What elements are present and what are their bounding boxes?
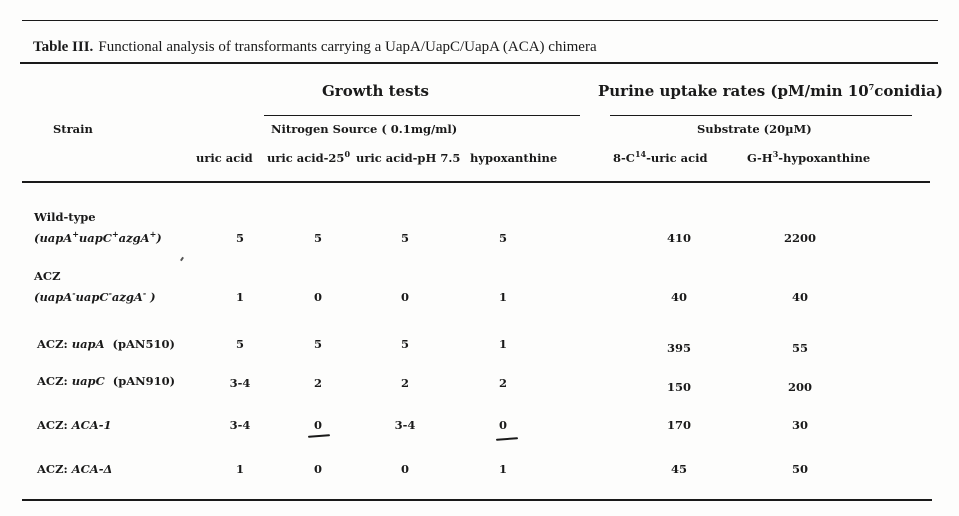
- caption-label: Table III.: [33, 39, 94, 55]
- table-cell-hypoxanthine: 0: [498, 418, 508, 432]
- strain-acz-aca-delta-prefix: ACZ:: [37, 462, 72, 476]
- wild-type-genotype-text: (uapA+uapC+azgA+): [34, 229, 162, 245]
- table-cell-c14-uric-acid: 40: [670, 290, 688, 304]
- table-cell-uric-acid-25: 0: [313, 290, 323, 304]
- table-cell-uric-acid: 5: [235, 337, 245, 351]
- table-cell-c14-uric-acid: 45: [670, 462, 688, 476]
- caption-text: Functional analysis of transformants carrying a UapA/UapC/UapA (ACA) chimera: [98, 39, 597, 55]
- table-cell-uric-acid-ph: 2: [400, 376, 410, 390]
- col-c14-prefix: 8-C: [613, 151, 635, 165]
- col-c14-uric-acid: [613, 149, 708, 165]
- substrate-header: Substrate (20µM): [697, 122, 812, 136]
- table-cell-h3-hypoxanthine: 200: [787, 380, 813, 394]
- table-cell-hypoxanthine: 2: [498, 376, 508, 390]
- col-uric-acid-25-text: uric acid-25: [267, 151, 345, 165]
- table-cell-uric-acid: 1: [235, 290, 245, 304]
- bottom-rule: [22, 499, 932, 501]
- uptake-span-rule: [610, 115, 912, 116]
- strain-acz-uapa-gene: uapA: [71, 337, 105, 351]
- pen-underline-mark: [308, 434, 330, 438]
- strain-acz-aca-delta: [37, 464, 112, 476]
- table-cell-uric-acid-ph: 5: [400, 231, 410, 245]
- table-cell-uric-acid: 3-4: [229, 418, 251, 432]
- uptake-suffix: conidia): [874, 82, 943, 100]
- table-cell-uric-acid-25: 0: [313, 462, 323, 476]
- strain-acz-uapc-prefix: ACZ:: [37, 374, 72, 388]
- table-cell-uric-acid-25: 5: [313, 337, 323, 351]
- pen-speck: [180, 257, 184, 261]
- col-uric-acid-ph: uric acid-pH 7.5: [356, 151, 461, 165]
- strain-acz-uapc-plasmid: (pAN910): [112, 374, 176, 388]
- acz-genotype-text: (uapA-uapC-azgA- ): [34, 288, 156, 304]
- table-cell-uric-acid-25: 5: [313, 231, 323, 245]
- col-h3-prefix: G-H: [747, 151, 773, 165]
- nitrogen-source-header: Nitrogen Source ( 0.1mg/ml): [271, 122, 458, 136]
- col-c14-suffix: -uric acid: [646, 151, 708, 165]
- header-rule: [22, 181, 930, 183]
- table-cell-hypoxanthine: 1: [498, 337, 508, 351]
- col-h3-sup: 3: [772, 149, 779, 160]
- uptake-prefix: Purine uptake rates (pM/min 10: [598, 82, 869, 100]
- caption-rule: [20, 62, 938, 64]
- table-cell-uric-acid-25: 0: [313, 418, 323, 432]
- top-rule: [22, 20, 938, 21]
- strain-acz-uapc-gene: uapC: [71, 374, 105, 388]
- table-cell-uric-acid-ph: 3-4: [394, 418, 416, 432]
- strain-acz-aca1: [37, 420, 112, 432]
- strain-acz-uapa-prefix: ACZ:: [37, 337, 72, 351]
- table-cell-uric-acid-ph: 5: [400, 337, 410, 351]
- col-hypoxanthine: hypoxanthine: [470, 151, 558, 165]
- strain-acz-genotype: [34, 288, 156, 304]
- table-cell-h3-hypoxanthine: 50: [791, 462, 809, 476]
- table-cell-hypoxanthine: 1: [498, 290, 508, 304]
- strain-acz-uapc: [37, 376, 175, 388]
- strain-acz-aca1-gene: ACA-1: [71, 418, 112, 432]
- table-cell-h3-hypoxanthine: 30: [791, 418, 809, 432]
- growth-span-rule: [264, 115, 580, 116]
- table-caption: [33, 38, 597, 55]
- strain-acz-aca1-prefix: ACZ:: [37, 418, 72, 432]
- col-h3-suffix: -hypoxanthine: [778, 151, 871, 165]
- table-cell-uric-acid: 5: [235, 231, 245, 245]
- table-cell-c14-uric-acid: 150: [666, 380, 692, 394]
- col-uric-acid-25: [267, 149, 351, 165]
- strain-acz-aca-delta-gene: ACA-Δ: [71, 462, 113, 476]
- table-cell-c14-uric-acid: 410: [666, 231, 692, 245]
- uptake-rates-header: [598, 84, 943, 99]
- table-cell-c14-uric-acid: 395: [666, 341, 692, 355]
- table-cell-uric-acid-ph: 0: [400, 290, 410, 304]
- pen-underline-mark: [496, 437, 518, 441]
- table-cell-hypoxanthine: 1: [498, 462, 508, 476]
- table-cell-uric-acid-ph: 0: [400, 462, 410, 476]
- table-cell-hypoxanthine: 5: [498, 231, 508, 245]
- strain-acz-name: ACZ: [34, 269, 61, 283]
- table-cell-h3-hypoxanthine: 55: [791, 341, 809, 355]
- strain-acz-uapa-plasmid: (pAN510): [112, 337, 175, 351]
- table-cell-h3-hypoxanthine: 40: [791, 290, 809, 304]
- table-cell-uric-acid-25: 2: [313, 376, 323, 390]
- growth-tests-header: Growth tests: [322, 82, 429, 100]
- strain-wild-type-genotype: [34, 229, 162, 245]
- table-cell-uric-acid: 1: [235, 462, 245, 476]
- col-c14-sup: 14: [634, 149, 647, 160]
- col-h3-hypoxanthine: [747, 149, 871, 165]
- strain-wild-type-name: Wild-type: [34, 210, 96, 224]
- strain-header: Strain: [53, 122, 93, 136]
- table-cell-uric-acid: 3-4: [229, 376, 251, 390]
- uptake-sup: 7: [868, 82, 875, 92]
- table-cell-c14-uric-acid: 170: [666, 418, 692, 432]
- strain-acz-uapa: [37, 339, 175, 351]
- col-uric-acid-25-sup: 0: [344, 149, 351, 160]
- col-uric-acid: uric acid: [196, 151, 253, 165]
- table-cell-h3-hypoxanthine: 2200: [783, 231, 817, 245]
